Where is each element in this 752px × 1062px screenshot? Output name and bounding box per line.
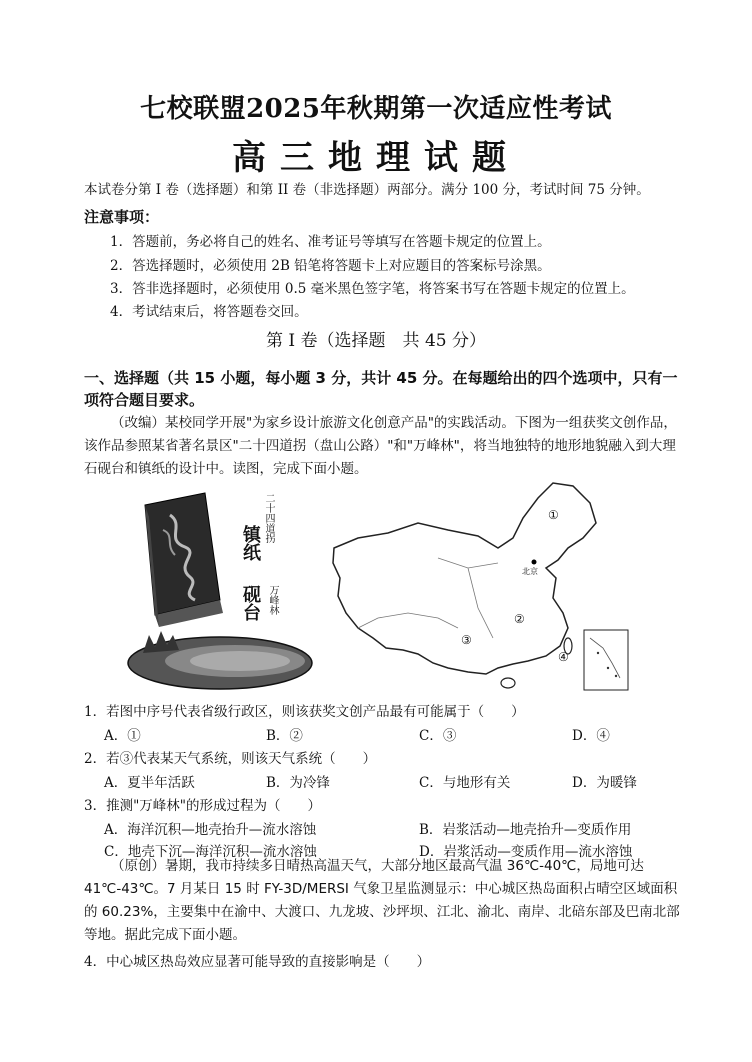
marker-4: ④ (558, 650, 569, 664)
option-2b: B．为冷锋 (266, 775, 330, 791)
inkstone-label: 砚台 (240, 585, 261, 621)
notice-item: 1．答题前，务必将自己的姓名、准考证号等填写在答题卡规定的位置上。 (110, 234, 551, 250)
marker-1: ① (548, 508, 559, 522)
marker-3: ③ (461, 633, 472, 647)
option-1b: B．② (266, 728, 303, 744)
question-1: 1．若图中序号代表省级行政区，则该获奖文创产品最有可能属于（ ） (84, 704, 525, 720)
question-intro: （改编）某校同学开展"为家乡设计旅游文化创意产品"的实践活动。下图为一组获奖文创作品，该作品参照某省著名景区"二十四道拐（盘山公路）"和"万峰林"，将当地独特的地形地貌融入到大理石砚台和镇纸的设计中。读图，完成下面小题。 (84, 415, 677, 477)
china-map (328, 478, 632, 696)
question-3: 3．推测"万峰林"的形成过程为（ ） (84, 798, 322, 814)
paperweight-inkstone-image (125, 485, 325, 695)
option-1c: C．③ (419, 728, 457, 744)
paperweight-label: 镇纸 (240, 525, 261, 561)
option-3d: D．岩浆活动—变质作用—流水溶蚀 (419, 844, 633, 860)
question-4: 4．中心城区热岛效应显著可能导致的直接影响是（ ） (84, 954, 431, 970)
label-24-turns: 二十四道拐 (263, 493, 274, 543)
passage-2: （原创）暑期，我市持续多日晴热高温天气，大部分地区最高气温 36℃-40℃，局地可达 41℃-43℃。7 月某日 15 时 FY-3D/MERSI 气象卫星监测显示：中心城区热岛面积占晴空区域面积的 60.23%，主要集中在渝中、大渡口、九龙坡、沙坪坝、江北、渝北、南岸、北碚东部及巴南北部等地。据此完成下面小题。 (84, 858, 680, 943)
option-3c: C．地壳下沉—海洋沉积—流水溶蚀 (104, 844, 317, 860)
option-3a: A．海洋沉积—地壳抬升—流水溶蚀 (104, 822, 317, 838)
part-title: 第 I 卷（选择题 共 45 分） (266, 331, 486, 351)
option-2a: A．夏半年活跃 (104, 775, 195, 791)
section-heading: 一、选择题（共 15 小题，每小题 3 分，共计 45 分。在每题给出的四个选项中，只有一项符合题目要求。 (84, 369, 678, 409)
option-2c: C．与地形有关 (419, 775, 511, 791)
notice-item: 4．考试结束后，将答题卷交回。 (110, 304, 308, 320)
artwork-figure (125, 485, 325, 695)
option-1d: D．④ (572, 728, 610, 744)
notice-item: 3．答非选择题时，必须使用 0.5 毫米黑色签字笔，将答案书写在答题卡规定的位置上。 (110, 281, 635, 297)
option-2d: D．为暖锋 (572, 775, 637, 791)
subject-title: 高三地理试题 (232, 138, 520, 178)
label-wanfenglin: 万峰林 (267, 585, 278, 615)
option-3b: B．岩浆活动—地壳抬升—变质作用 (419, 822, 632, 838)
beijing-label: 北京 (522, 567, 538, 576)
notice-item: 2．答选择题时，必须使用 2B 铅笔将答题卡上对应题目的答案标号涂黑。 (110, 258, 551, 274)
question-2: 2．若③代表某天气系统，则该天气系统（ ） (84, 751, 377, 767)
notice-heading: 注意事项： (84, 208, 160, 226)
option-1a: A．① (104, 728, 141, 744)
exam-title: 七校联盟2025年秋期第一次适应性考试 (140, 94, 612, 124)
marker-2: ② (514, 612, 525, 626)
exam-intro: 本试卷分第 I 卷（选择题）和第 II 卷（非选择题）两部分。满分 100 分，考试时间 75 分钟。 (84, 182, 650, 198)
china-outline-map (328, 478, 632, 696)
